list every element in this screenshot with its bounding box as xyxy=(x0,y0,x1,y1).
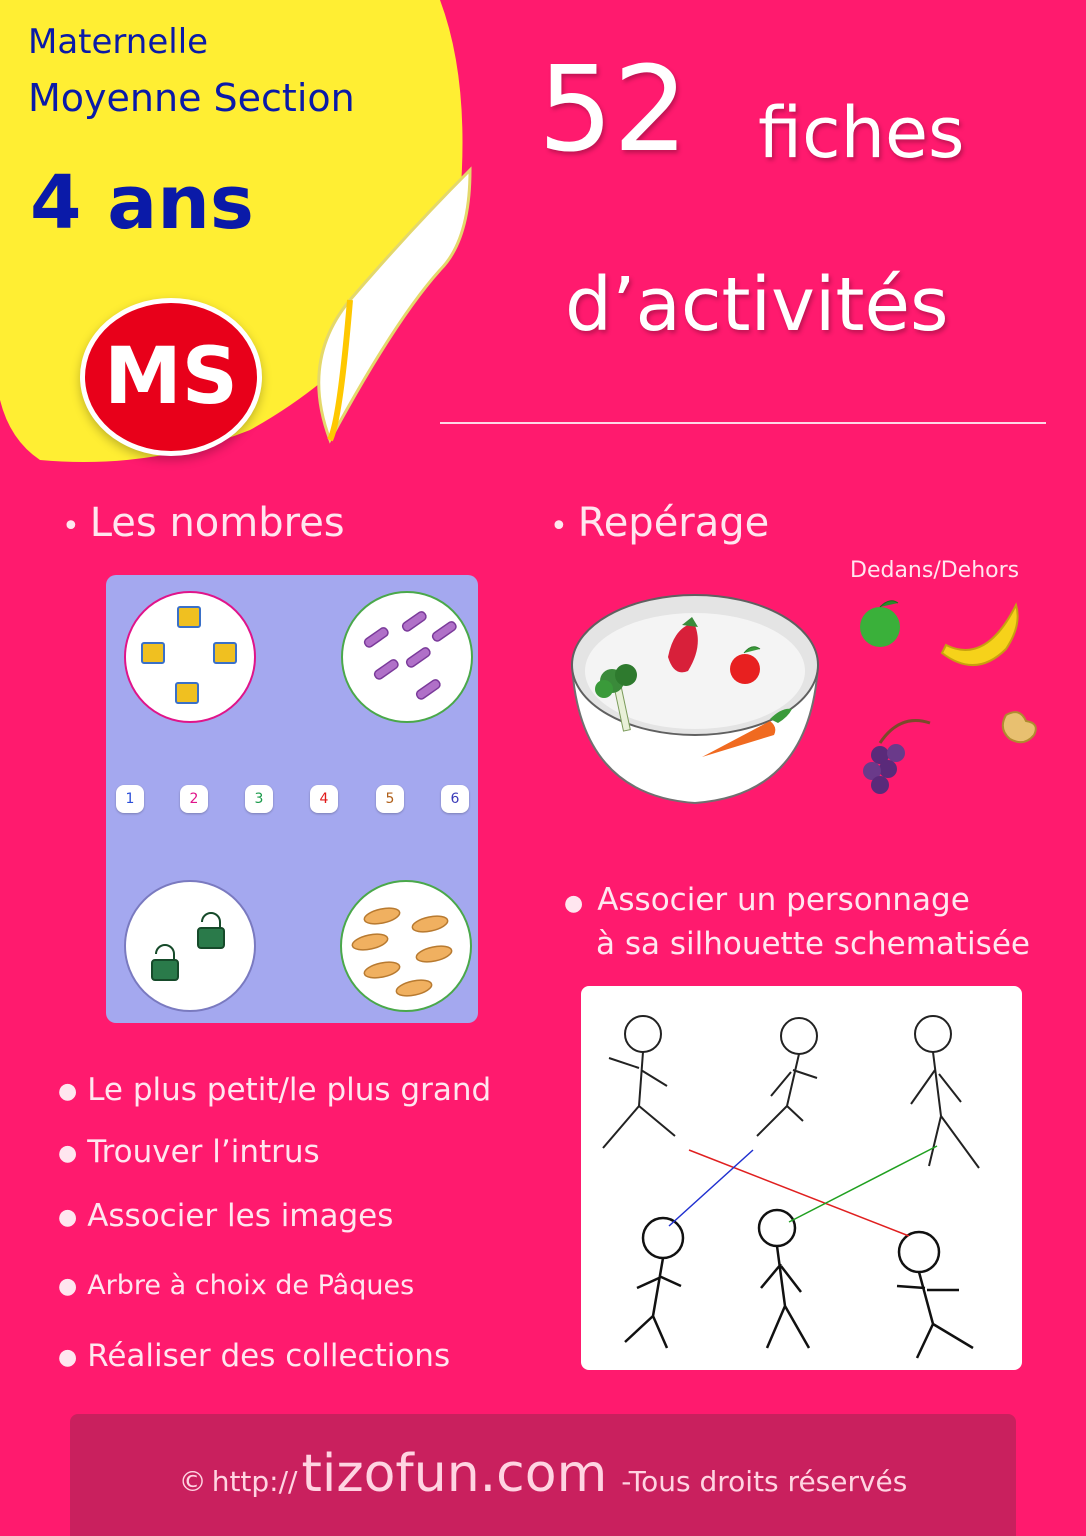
copyright-symbol: © xyxy=(178,1465,207,1498)
padlocks-bubble xyxy=(124,880,256,1012)
red-match-line xyxy=(689,1150,909,1236)
activity-3-label: Associer les images xyxy=(87,1198,394,1234)
green-apple-icon xyxy=(860,601,900,647)
activity-5-label: Réaliser des collections xyxy=(87,1338,451,1374)
level-line2: Moyenne Section xyxy=(28,76,355,120)
bread-icons xyxy=(342,882,470,1010)
number-tile-5: 5 xyxy=(376,785,404,813)
bowl-illustration xyxy=(560,585,830,815)
blue-match-line xyxy=(669,1150,753,1226)
activity-4-label: Arbre à choix de Pâques xyxy=(87,1270,415,1301)
footer-text xyxy=(70,1444,1016,1504)
activity-2-label: Trouver l’intrus xyxy=(87,1134,320,1170)
association-line2: à sa silhouette schematisée xyxy=(596,926,1030,962)
ginger-icon xyxy=(1003,712,1036,742)
footer-prefix: http:// xyxy=(211,1465,298,1498)
activity-1-label: Le plus petit/le plus grand xyxy=(87,1072,492,1108)
green-match-line xyxy=(789,1146,937,1222)
number-tile-4: 4 xyxy=(310,785,338,813)
padlock-icons xyxy=(126,882,254,1010)
stick-figures xyxy=(625,1210,973,1358)
activity-1: ● Le plus petit/le plus grand xyxy=(58,1072,492,1108)
activity-2: ● Trouver l’intrus xyxy=(58,1134,320,1170)
number-tile-6: 6 xyxy=(441,785,469,813)
age-label: 4 ans xyxy=(30,160,254,246)
footer-rights: -Tous droits réservés xyxy=(621,1465,908,1498)
section-numbers: • Les nombres xyxy=(62,500,345,546)
activity-5: ● Réaliser des collections xyxy=(58,1338,451,1374)
title-word1: fiches xyxy=(758,92,965,174)
title-number: 52 xyxy=(538,40,689,178)
section-location-label: Repérage xyxy=(577,500,770,546)
footer-site-link[interactable]: tizofun.com xyxy=(301,1444,608,1504)
association-text: ● Associer un personnage à sa silhouette schematisée xyxy=(564,882,1030,962)
breads-bubble xyxy=(340,880,472,1012)
brushes-bubble xyxy=(341,591,473,723)
footer-bar xyxy=(70,1414,1016,1536)
section-location: • Repérage xyxy=(550,500,770,546)
grapes-icon xyxy=(863,721,930,795)
title-divider xyxy=(440,422,1046,424)
banana-icon xyxy=(942,605,1018,665)
matching-figure xyxy=(581,986,1022,1370)
matching-drawing xyxy=(581,986,1022,1370)
title-word2: d’activités xyxy=(565,262,949,348)
number-tile-1: 1 xyxy=(116,785,144,813)
gifts-bubble xyxy=(124,591,256,723)
activity-4: ● Arbre à choix de Pâques xyxy=(58,1270,415,1301)
level-line1: Maternelle xyxy=(28,22,209,62)
association-line1: Associer un personnage xyxy=(597,882,970,918)
character-drawings xyxy=(603,1016,979,1168)
brush-icons xyxy=(343,593,471,721)
loose-fruits xyxy=(850,595,1050,810)
ms-badge: MS xyxy=(80,298,262,456)
gift-icons xyxy=(126,593,254,721)
number-tile-3: 3 xyxy=(245,785,273,813)
section-numbers-label: Les nombres xyxy=(89,500,345,546)
inside-outside-label: Dedans/Dehors xyxy=(850,558,1020,583)
number-tile-2: 2 xyxy=(180,785,208,813)
activity-3: ● Associer les images xyxy=(58,1198,394,1234)
